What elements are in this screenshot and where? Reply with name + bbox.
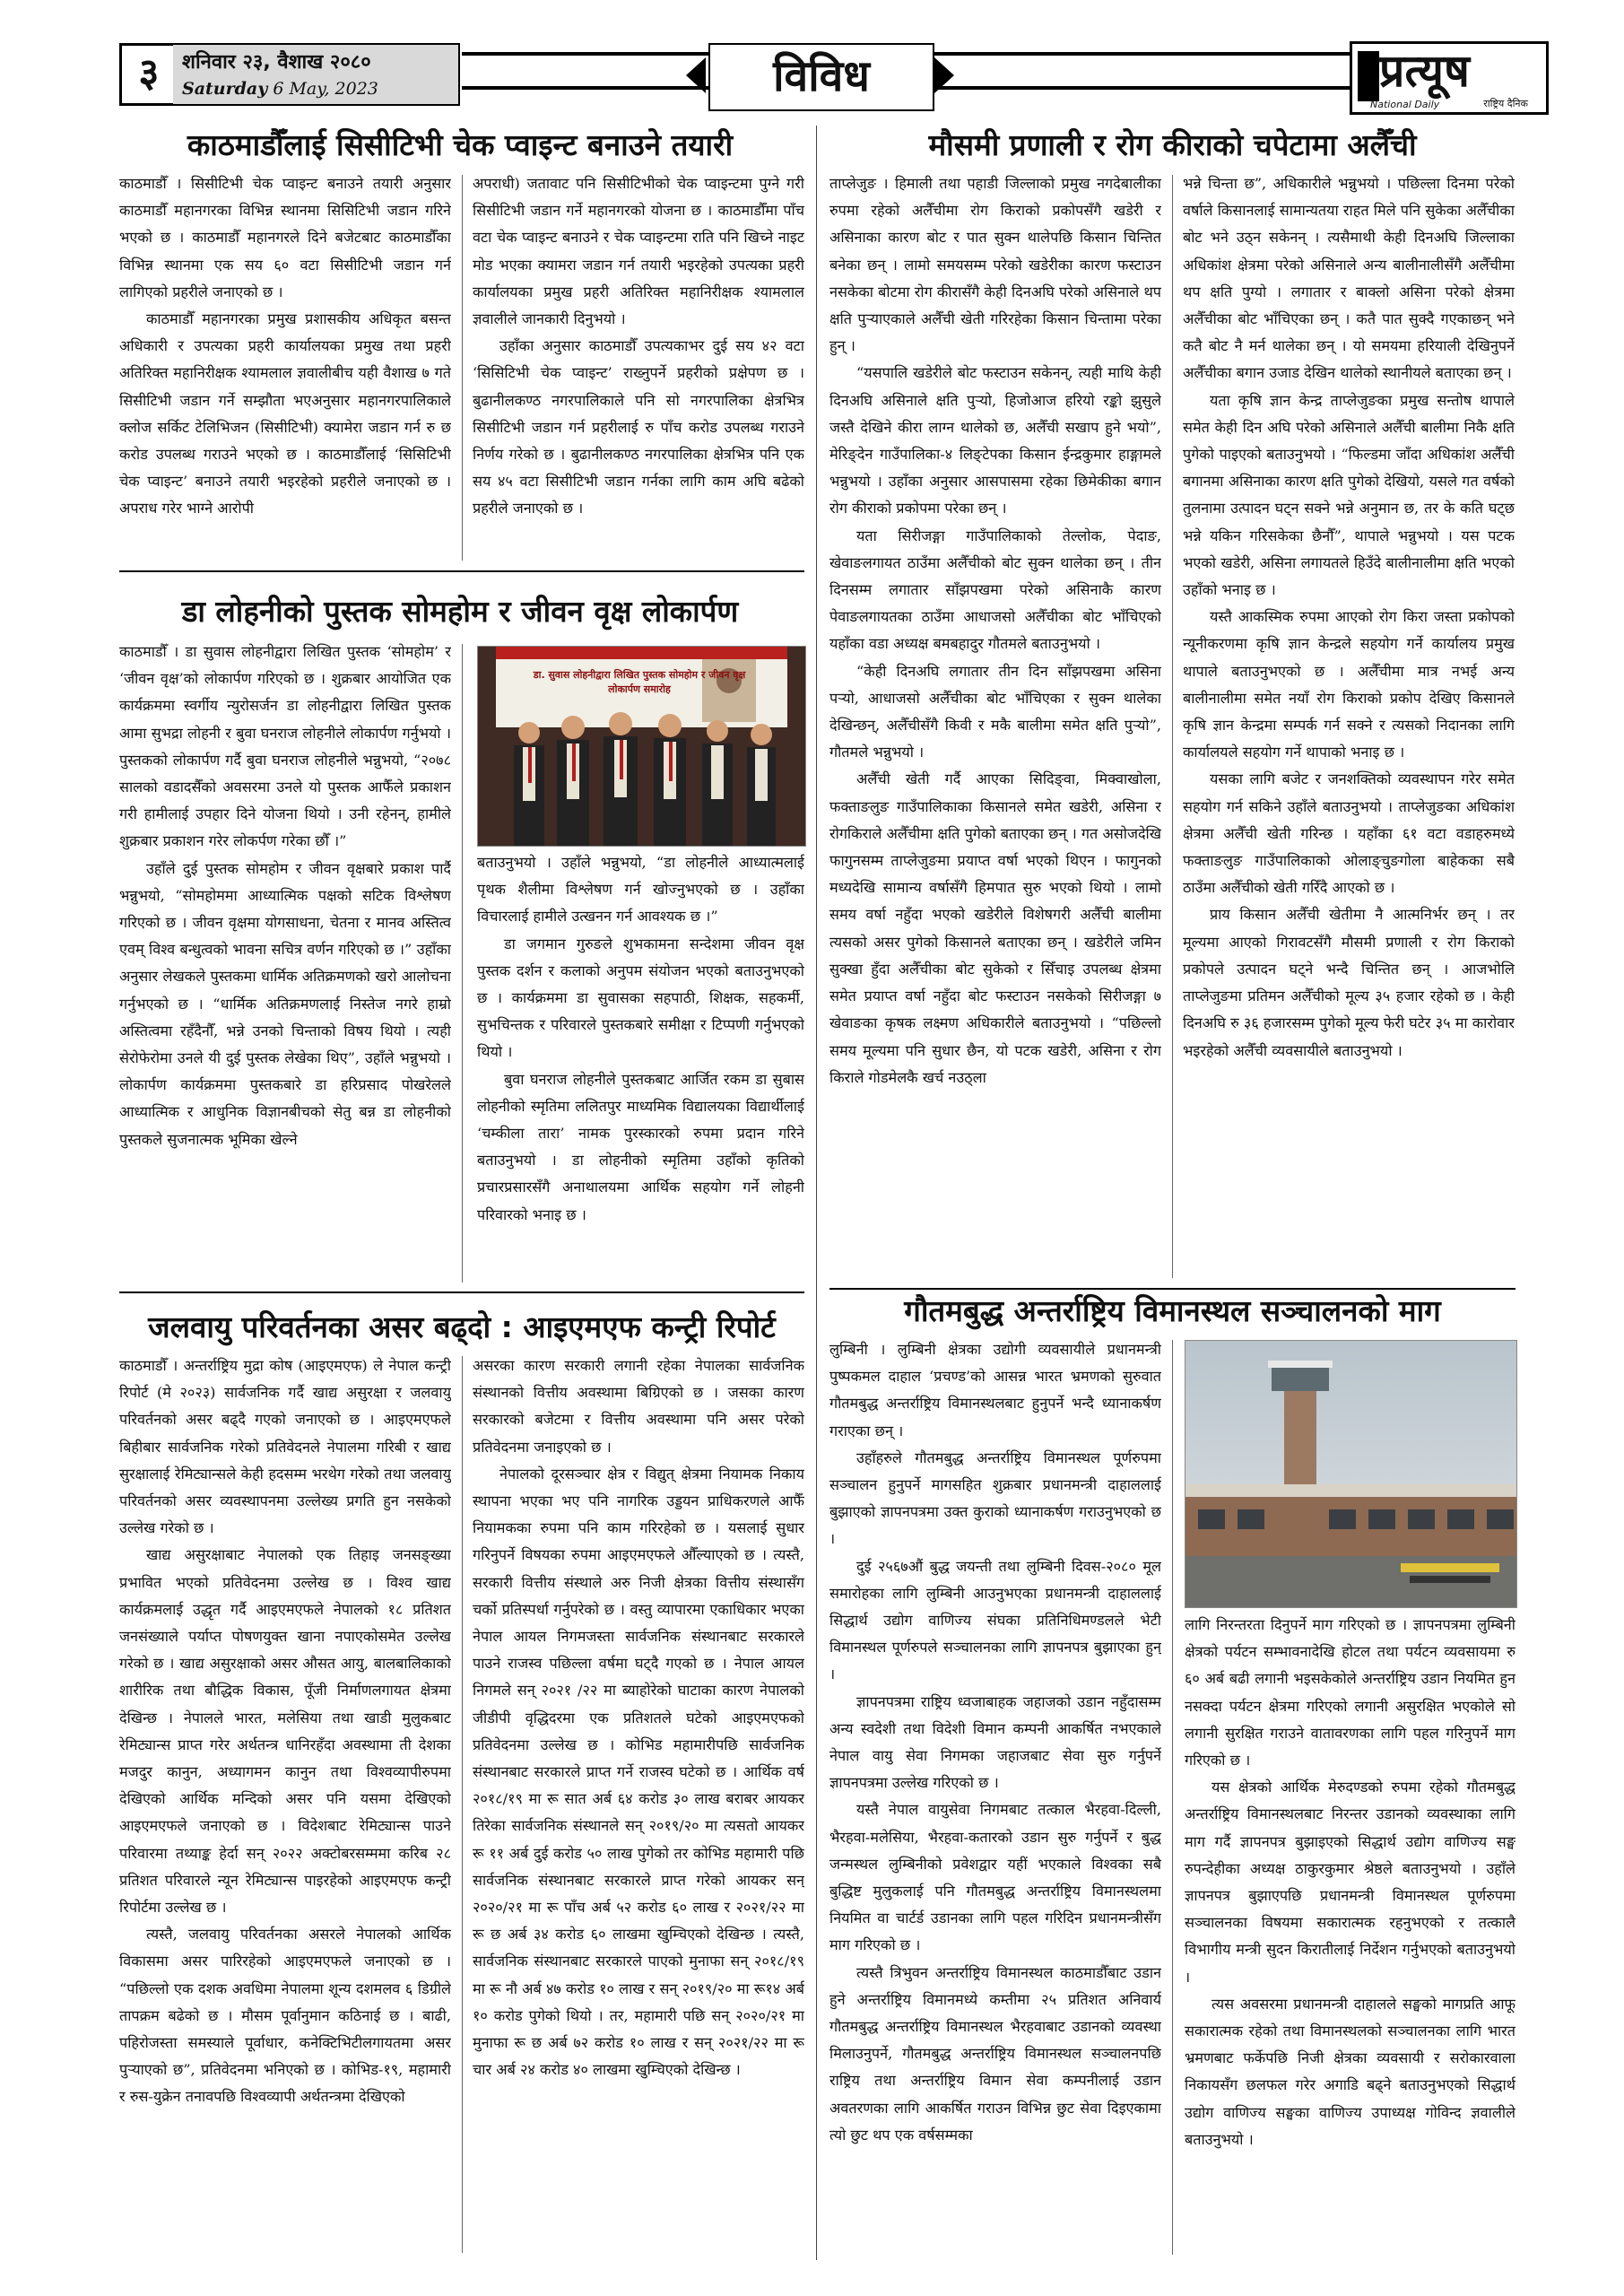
paragraph: ताप्लेजुङ । हिमाली तथा पहाडी जिल्लाको प्रमुख नगदेबालीका रुपमा रहेको अलैँचीमा रोग किराको प्रकोपसँगै खडेरी र असिनाका कारण बोट र पात सुक्न थालेपछि किसान चिन्तित बनेका छन् । लामो समयसम्म परेको खडेरीका कारण फस्टाउन नसकेका बोटमा रोग कीरासँगै केही दिनअघि परेको असिनाले थप क्षति पुऱ्याएकाले अलैँची खेती गरिरहेका किसान चिन्तामा परेका हुन् । <box>829 175 1161 355</box>
paragraph: असरका कारण सरकारी लगानी रहेका नेपालका सार्वजनिक संस्थानको वित्तीय अवस्थामा बिग्रिएको छ । जसका कारण सरकारको बजेटमा र वित्तीय अवस्थामा पनि असर परेको प्रतिवेदनमा जनाइएको छ । <box>473 1357 804 1456</box>
climate-headline: जलवायु परिवर्तनका असर बढ्दो : आइएमएफ कन्ट्री रिपोर्ट <box>148 1309 776 1344</box>
paragraph: नेपालको दूरसञ्चार क्षेत्र र विद्युत् क्षेत्रमा नियामक निकाय स्थापना भएका भए पनि नागरिक उड्डयन प्राधिकरणले आफैँ नियामकका रुपमा पनि काम गरिरहेको छ । यसलाई सुधार गरिनुपर्ने विषयका रुपमा आइएमएफले औँल्याएको छ । त्यस्तै, सरकारी वित्तीय संस्थाले अरु निजी क्षेत्रका वित्तीय संस्थासँग चर्को प्रतिस्पर्धा गर्नुपरेको छ । वस्तु व्यापारमा एकाधिकार भएका नेपाल आयल निगमजस्ता सार्वजनिक संस्थानबाट सरकारले पाउने राजस्व पछिल्ला वर्षमा घट्दै गएको छ । नेपाल आयल निगमले सन् २०२१ /२२ मा ब्याहोरेको घाटाका कारण नेपालको जीडीपी वृद्धिदरमा एक प्रतिशतले घटेको आइएमएफको प्रतिवेदनमा उल्लेख छ । कोभिड महामारीपछि सार्वजनिक संस्थानबाट सरकारले प्राप्त गर्ने राजस्व घटेको छ । आर्थिक वर्ष २०१८/१९ मा रू सात अर्ब ६४ करोड ३० लाख बराबर आयकर तिरेका सार्वजनिक संस्थानले सन् २०१९/२० मा त्यसतो आयकर रू ११ अर्ब दुई करोड ५० लाख पुगेको तर कोभिड महामारी पछि सार्वजनिक संस्थानबाट सरकारले प्राप्त गरेको आयकर सन् २०२०/२१ मा रू पाँच अर्ब ५२ करोड ६० लाख र २०२१/२२ मा रू छ अर्ब ३४ करोड ६० लाखमा खुम्चिएको देखिन्छ । त्यस्तै, सार्वजनिक संस्थानबाट सरकारले पाएको मुनाफा सन् २०१८/१९ मा रू नौ अर्ब ४७ करोड १० लाख र सन् २०१९/२० मा रू१४ अर्ब १० करोड पुगेको थियो । तर, महामारी पछि सन् २०२०/२१ मा मुनाफा रू छ अर्ब ७२ करोड १० लाख र सन् २०२१/२२ मा रू चार अर्ब २४ करोड ४० लाखमा खुम्चिएको देखिन्छ । <box>473 1465 804 2079</box>
paragraph: काठमाडौँ । सिसीटिभी चेक प्वाइन्ट बनाउने तयारी अनुसार काठमाडौँ महानगरका विभिन्न स्थानमा सिसिटिभी जडान गरिने भएको छ । काठमाडौँ महानगरले दिने बजेटबाट काठमाडौँका विभिन्न स्थानमा एक सय ६० वटा सिसीटिभी जडान गर्न लागिएको प्रहरीले जनाएको छ । <box>119 175 451 300</box>
date-english <box>182 77 458 100</box>
paragraph: खाद्य असुरक्षाबाट नेपालको एक तिहाइ जनसङ्ख्या प्रभावित भएको प्रतिवेदनमा उल्लेख छ । विश्व खाद्य कार्यक्रमलाई उद्धृत गर्दै आइएमएफले नेपालको १८ प्रतिशत जनसंख्याले पर्याप्त पोषणयुक्त खाना नपाएकोसमेत उल्लेख गरेको छ । खाद्य असुरक्षाको असर औसत आयु, बालबालिकाको शारीरिक तथा बौद्धिक विकास, पूँजी निर्माणलगायत क्षेत्रमा देखिन्छ । नेपालले भारत, मलेसिया तथा खाडी मुलुकबाट रेमिट्यान्स प्राप्त गरेर अर्थतन्त्र धानिरहँदा अवस्थामा ती देशका मजदुर कानुन, अध्यागमन कानुन तथा विश्वव्यापीरुपमा देखिएको आर्थिक मन्दिको असर पनि यसमा देखिएको आइएमएफले जनाएको छ । विदेशबाट रेमिट्यान्स पाउने परिवारमा तथ्याङ्क हेर्दा सन् २०२२ अक्टोबरसम्ममा करिब २८ प्रतिशत परिवारले न्यून रेमिट्यान्स पाइरहेको आइएमएफ कन्ट्री रिपोर्टमा उल्लेख छ । <box>119 1546 451 1917</box>
paragraph: दुई २५६७औं बुद्ध जयन्ती तथा लुम्बिनी दिवस-२०८० मूल समारोहका लागि लुम्बिनी आउनुभएका प्रधानमन्त्री दाहाललाई सिद्धार्थ उद्योग वाणिज्य संघका प्रतिनिधिमण्डलले भेटी विमानस्थल पूर्णरुपले सञ्चालनका लागि ज्ञापनपत्र बुझाएका हुन् । <box>829 1557 1161 1683</box>
paragraph: बुवा घनराज लोहनीले पुस्तकबाट आर्जित रकम डा सुबास लोहनीको स्मृतिमा ललितपुर माध्यमिक विद्यालयका विद्यार्थीलाई ‘चम्कीला तारा’ नामक पुरस्कारको रुपमा प्रदान गरिने बताउनुभयो । डा लोहनीको स्मृतिमा उहाँको कृतिको प्रचारप्रसारसँगै अनाथालयमा आर्थिक सहयोग गर्ने लोहनी परिवारको भनाइ छ । <box>477 1070 804 1223</box>
logo-mark-icon <box>1358 51 1379 101</box>
paragraph: बताउनुभयो । उहाँले भन्नुभयो, “डा लोहनीले आध्यात्मलाई पृथक शैलीमा विश्लेषण गर्न खोज्नुभएको छ । उहाँका विचारलाई हामीले उत्खनन गर्न आवश्यक छ ।” <box>477 854 804 926</box>
date-box <box>173 43 460 106</box>
column-divider <box>462 175 463 561</box>
lohani-headline: डा लोहनीको पुस्तक सोमहोम र जीवन वृक्ष लोकार्पण <box>181 594 739 629</box>
paragraph: लुम्बिनी । लुम्बिनी क्षेत्रका उद्योगी व्यवसायीले प्रधानमन्त्री पुष्पकमल दाहाल ‘प्रचण्ड’को आसन्न भारत भ्रमणको सुरुवात गौतमबुद्ध अन्तर्राष्ट्रिय विमानस्थलबाट हुनुपर्ने भन्दै ध्यानाकर्षण गराएका छन् । <box>829 1341 1161 1439</box>
paragraph: प्राय किसान अलैँची खेतीमा नै आत्मनिर्भर छन् । तर मूल्यमा आएको गिरावटसँगै मौसमी प्रणाली र रोग किराको प्रकोपले उत्पादन घट्ने भन्दै चिन्तित छन् । आजभोलि ताप्लेजुङमा प्रतिमन अलैँचीको मूल्य ३५ हजार रहेको छ । केही दिनअघि रु ३६ हजारसम्म पुगेको मूल्य फेरी घटेर ३५ मा कारोवार भइरहेको अलैँची व्यवसायीले बताउनुभयो । <box>1183 906 1515 1059</box>
paragraph: यस्तै नेपाल वायुसेवा निगमबाट तत्काल भैरहवा-दिल्ली, भैरहवा-मलेसिया, भैरहवा-कतारको उडान सुरु गर्नुपर्ने र बुद्ध जन्मस्थल लुम्बिनीको प्रवेशद्वार यहीं भएकाले विश्वका सबै बुद्धिष्ट मुलुकलाई पनि गौतमबुद्ध अन्तर्राष्ट्रिय विमानस्थलमा नियमित वा चार्टर्ड उडानका लागि पहल गरिदिन प्रधानमन्त्रीसँग माग गरिएको छ । <box>829 1801 1161 1954</box>
paragraph: त्यस्तै, जलवायु परिवर्तनका असरले नेपालको आर्थिक विकासमा असर पारिरहेको आइएमएफले जनाएको छ । “पछिल्लो एक दशक अवधिमा नेपालमा शून्य दशमलव ६ डिग्रीले तापक्रम बढेको छ । मौसम पूर्वानुमान कठिनाई छ । बाढी, पहिरोजस्ता समस्याले पूर्वाधार, कनेक्टिभिटीलगायतमा असर पुऱ्याएको छ”, प्रतिवेदनमा भनिएको छ । कोभिड-१९, महामारी र रुस-युक्रेन तनावपछि विश्वव्यापी अर्थतन्त्रमा देखिएको <box>119 1926 451 2106</box>
cctv-col-2 <box>473 170 804 565</box>
cctv-headline: काठमाडौँलाई सिसीटिभी चेक प्वाइन्ट बनाउने तयारी <box>187 127 734 162</box>
paragraph: त्यस्तै त्रिभुवन अन्तर्राष्ट्रिय विमानस्थल काठमाडौँबाट उडान हुने अन्तर्राष्ट्रिय विमानमध्ये कम्तीमा २५ प्रतिशत अनिवार्य गौतमबुद्ध अन्तर्राष्ट्रिय विमानस्थल भैरहवाबाट उडानको व्यवस्था मिलाउनुपर्ने, गौतमबुद्ध अन्तर्राष्ट्रिय विमानस्थल सञ्चालनपछि राष्ट्रिय तथा अन्तर्राष्ट्रिय विमान सेवा कम्पनीलाई उडान अवतरणका लागि आकर्षित गराउन विभिन्न छुट सेवा दिइएकामा त्यो छुट थप एक वर्षसम्मका <box>829 1963 1161 2144</box>
paragraph: काठमाडौँ । डा सुवास लोहनीद्वारा लिखित पुस्तक ‘सोमहोम’ र ‘जीवन वृक्ष’को लोकार्पण गरिएको छ । शुक्रबार आयोजित एक कार्यक्रममा स्वर्गीय न्युरोसर्जन डा लोहनीद्वारा लिखित पुस्तक आमा सुभद्रा लोहनी र बुवा घनराज लोहनीले लोकार्पण गर्नुभयो । पुस्तकको लोकार्पण गर्दै बुवा घनराज लोहनीले भन्नुभयो, “२०७८ सालको वडादसैँको अवसरमा उनले यो पुस्तक आफैँले प्रकाशन गरी हामीलाई उपहार दिने योजना थियो । उनी रहेनन्, हामीले शुक्रबार प्रकाशन गरेर लोकर्पण गरेका छौँ ।” <box>119 643 451 850</box>
cardamom-col-2 <box>1183 170 1515 1283</box>
article-separator <box>829 1288 1515 1290</box>
climate-col-2 <box>473 1352 804 2258</box>
paragraph: डा जगमान गुरुङले शुभकामना सन्देशमा जीवन वृक्ष पुस्तक दर्शन र कलाको अनुपम संयोजन भएको बताउनुभएको छ । कार्यक्रममा डा सुवासका सहपाठी, शिक्षक, सहकर्मी, सुभचिन्तक र परिवारले पुस्तकबारे समीक्षा र टिप्पणी गर्नुभएको थियो । <box>477 935 804 1061</box>
column-divider <box>1172 1340 1173 2255</box>
page-number: ३ <box>119 43 178 106</box>
airport-col-1 <box>829 1336 1161 2260</box>
paragraph: उहाँले दुई पुस्तक सोमहोम र जीवन वृक्षबारे प्रकाश पार्दै भन्नुभयो, “सोमहोममा आध्यात्मिक पक्षको सटिक विश्लेषण गरिएको छ । जीवन वृक्षमा योगसाधना, चेतना र मानव अस्तित्व एवम् विश्व बन्धुत्वको भावना सचित्र वर्णन गरिएको छ ।” उहाँका अनुसार लेखकले पुस्तकमा धार्मिक अतिक्रमणको खरो आलोचना गर्नुभएको छ । “धार्मिक अतिक्रमणलाई निस्तेज नगरे हाम्रो अस्तित्वमा रहँदैनौँ, भन्ने उनको चिन्ताको विषय थियो । त्यही सेरोफेरोमा उनले यी दुई पुस्तक लेखेका थिए”, उहाँले भन्नुभयो । लोकार्पण कार्यक्रममा पुस्तकबारे डा हरिप्रसाद पोखरेलले आध्यात्मिक र आधुनिक विज्ञानबीचको सेतु बन्न डा लोहनीको पुस्तकले सुजनात्मक भूमिका खेल्ने <box>119 859 451 1148</box>
cctv-col-1 <box>119 170 451 565</box>
section-arrow-right-icon <box>934 57 954 93</box>
paragraph: अलैँची खेती गर्दै आएका सिदिङ्वा, मिक्वाखोला, फक्ताङलुङ गाउँपालिकाका किसानले समेत खडेरी, असिना र रोगकिराले अलैँचीमा क्षति पुगेको बताएका छन् । गत असोजदेखि फागुनसम्म ताप्लेजुङमा प्रयाप्त वर्षा भएको थिएन । फागुनको मध्यदेखि सामान्य वर्षासँगै हिमपात सुरु भएको थियो । लामो समय वर्षा नहुँदा भएको खडेरीले विशेषगरी अलैँची बालीमा त्यसको असर पुगेको किसानले बताएका छन् । खडेरीले जमिन सुक्खा हुँदा अलैँचीका बोट सुकेको र सिँचाइ उपलब्ध क्षेत्रमा समेत प्रयाप्त वर्षा नहुँदा बोट फस्टाउन नसकेको सिरीजङ्गा ७ खेवाङका कृषक लक्ष्मण अधिकारीले बताउनुभयो । “पछिल्लो समय मूल्यमा पनि सुधार छैन, यो पटक खडेरी, असिना र रोग किराले गोडमेलकै खर्च नउठ्ला <box>829 770 1161 1086</box>
article-separator <box>119 570 804 572</box>
newspaper-logo <box>1350 41 1549 115</box>
logo-subtitle-np: राष्ट्रिय दैनिक <box>1483 98 1528 109</box>
paragraph: यस क्षेत्रको आर्थिक मेरुदण्डको रुपमा रहेको गौतमबुद्ध अन्तर्राष्ट्रिय विमानस्थलबाट निरन्तर उडानको व्यवस्थाका लागि माग गर्दै ज्ञापनपत्र बुझाइएको सिद्धार्थ उद्योग वाणिज्य सङ्घ रुपन्देहीका अध्यक्ष ठाकुरकुमार श्रेष्ठले बताउनुभयो । उहाँले ज्ञापनपत्र बुझाएपछि प्रधानमन्त्री विमानस्थल पूर्णरुपमा सञ्चालनका विषयमा सकारात्मक रहनुभएको र तत्कालै विभागीय मन्त्री सुदन किरातीलाई निर्देशन गर्नुभएको बताउनुभयो । <box>1185 1779 1515 1986</box>
airport-headline: गौतमबुद्ध अन्तर्राष्ट्रिय विमानस्थल सञ्चालनको माग <box>904 1293 1441 1328</box>
paragraph: यस्तै आकस्मिक रुपमा आएको रोग किरा जस्ता प्रकोपको न्यूनीकरणमा कृषि ज्ञान केन्द्रले सहयोग गर्ने कार्यालय प्रमुख थापाले बताउनुभएको छ । अलैँचीमा मात्र नभई अन्य बालीनालीमा समेत नयाँ रोग किराको प्रकोप देखिए किसानले कृषि ज्ञान केन्द्रमा सम्पर्क गर्न सक्ने र त्यसको निदानका लागि कार्यालयले सहयोग गर्ने थापाको भनाइ छ । <box>1183 608 1515 761</box>
paragraph: “केही दिनअघि लगातार तीन दिन साँझपखमा असिना पऱ्यो, आधाजसो अलैँचीका बोट भाँचिएका र सुक्न थालेका देखिन्छन्, अलैँचीसँगै किवी र मकै बालीमा समेत क्षति पुऱ्यो”, गौतमले भन्नुभयो । <box>829 662 1161 761</box>
date-nepali: शनिवार २३, वैशाख २०८० <box>182 51 371 74</box>
column-divider <box>1172 175 1173 1278</box>
paragraph: त्यस अवसरमा प्रधानमन्त्री दाहालले सङ्घको मागप्रति आफू सकारात्मक रहेको तथा विमानस्थलको सञ्चालनका लागि भारत भ्रमणबाट फर्केपछि निजी क्षेत्रका व्यवसायी र सरोकारवाला निकायसँग छलफल गरेर अगाडि बढ्ने बताउनुभएको सिद्धार्थ उद्योग वाणिज्य सङ्घका वाणिज्य उपाध्यक्ष गोविन्द ज्ञवालीले बताउनुभयो । <box>1185 1995 1515 2148</box>
paragraph: लागि निरन्तरता दिनुपर्ने माग गरिएको छ । ज्ञापनपत्रमा लुम्बिनी क्षेत्रको पर्यटन सम्भावनादेखि होटल तथा पर्यटन व्यवसायमा रु ६० अर्ब बढी लगानी भइसकेकोले अन्तर्राष्ट्रिय उडान नियमित हुन नसक्दा पर्यटन क्षेत्रमा गरिएको लगानी असुरक्षित भएकोले सो लगानी सुरक्षित गराउने वातावरणका लागि पहल गरिनुपर्ने माग गरिएको छ । <box>1185 1616 1515 1770</box>
airport-photo <box>1185 1340 1517 1608</box>
paragraph: भन्ने चिन्ता छ”, अधिकारीले भन्नुभयो । पछिल्ला दिनमा परेको वर्षाले किसानलाई सामान्यतया राहत मिले पनि सुकेका अलैँचीका बोट भने उठ्न सकेनन् । त्यसैमाथी केही दिनअघि जिल्लाका अधिकांश क्षेत्रमा परेको असिनाले अन्य बालीनालीसँगै अलैँचीमा थप क्षति पुग्यो । लगातार र बाक्लो असिना परेको क्षेत्रमा अलैँचीका बोट भाँचिएका छन् । कतै पात सुक्दै गएकाछन् भने कतै बोट नै मर्न थालेका छन् । यो समयमा हरियाली देखिनुपर्ने अलैँचीका बगान उजाड देखिन थालेको स्थानीयले बताएका छन् । <box>1183 175 1515 382</box>
date-english-date: 6 May, 2023 <box>273 79 378 99</box>
paragraph: उहाँहरुले गौतमबुद्ध अन्तर्राष्ट्रिय विमानस्थल पूर्णरुपमा सञ्चालन हुनुपर्ने मागसहित शुक्रबार प्रधानमन्त्री दाहाललाई बुझाएको ज्ञापनपत्रमा उक्त कुराको ध्यानाकर्षण गराउनुभएको छ । <box>829 1448 1161 1548</box>
paragraph: यता कृषि ज्ञान केन्द्र ताप्लेजुङका प्रमुख सन्तोष थापाले समेत केही दिन अघि परेको असिनाले अलैँची बालीमा निकै क्षति पुगेको पाइएको बताउनुभयो । “फिल्डमा जाँदा अधिकांश अलैँची बगानमा असिनाका कारण क्षति पुगेको देखियो, यसले गत वर्षको तुलनामा उत्पादन घट्न सक्ने भन्ने अनुमान छ, तर के कति घट्छ भन्ने यकिन गरिसकेका छैनौँ”, थापाले भन्नुभयो । यस पटक भएको खडेरी, असिना लगायतले हिउँदे बालीनालीमा क्षति भएको उहाँको भनाइ छ । <box>1183 391 1515 599</box>
paragraph: काठमाडौँ महानगरका प्रमुख प्रशासकीय अधिकृत बसन्त अधिकारी र उपत्यका प्रहरी कार्यालयका प्रमुख तथा प्रहरी अतिरिक्त महानिरीक्षक श्यामलाल ज्ञवालीबीच यही वैशाख ७ गते सिसीटिभी जडान गर्ने सम्झौता भएअनुसार महानगरपालिकाले क्लोज सर्किट टेलिभिजन (सिसीटिभी) क्यामेरा जडान गर्न रु छ करोड उपलब्ध गराउने भएको छ । काठमाडौँलाई ‘सिसिटिभी चेक प्वाइन्ट’ बनाउने तयारी भइरहेको प्रहरीले जनाएको छ । अपराध गरेर भाग्ने आरोपी <box>119 310 451 517</box>
paragraph: “यसपालि खडेरीले बोट फस्टाउन सकेनन्, त्यही माथि केही दिनअघि असिनाले क्षति पुऱ्यो, हिजोआज हरियो रङ्को झुसुले जस्तै देखिने कीरा लाग्न थालेको छ, अलैँची सखाप हुने भयो”, मेरिङ्देन गाउँपालिका-४ लिङ्टेपका किसान ईन्द्रकुमार हाङ्गामले भन्नुभयो । उहाँका अनुसार आसपासमा रहेका छिमेकीका बगान रोग कीराको प्रकोपमा परेका छन् । <box>829 364 1161 517</box>
photo-banner-text: डा. सुवास लोहनीद्वारा लिखित पुस्तक सोमहोम र जीवन वृक्ष लोकार्पण समारोह <box>533 669 746 695</box>
paragraph: अपराधी) जतावाट पनि सिसीटिभीको चेक प्वाइन्टमा पुग्ने गरी सिसीटिभी जडान गर्ने महानगरको योजना छ । काठमाडौँमा पाँच वटा चेक प्वाइन्ट बनाउने र चेक प्वाइन्टमा राति पनि खिच्ने नाइट मोड भएका क्यामरा जडान गर्न तयारी भइरहेको उपत्यका प्रहरी कार्यालयका प्रमुख प्रहरी अतिरिक्त महानिरीक्षक श्यामलाल ज्ञवालीले जानकारी दिनुभयो । <box>473 175 804 328</box>
airport-photo-illustration <box>1185 1341 1516 1607</box>
paragraph: उहाँका अनुसार काठमाडौँ उपत्यकाभर दुई सय ४२ वटा ‘सिसिटिभी चेक प्वाइन्ट’ राख्नुपर्ने प्रहरीको प्रक्षेपण छ । बुढानीलकण्ठ नगरपालिकाले पनि सो नगरपालिका क्षेत्रभित्र सिसीटिभी जडान गर्न प्रहरीलाई रु पाँच करोड उपलब्ध गराउने निर्णय गरेको छ । बुढानीलकण्ठ नगरपालिका क्षेत्रभित्र पनि एक सय ४५ वटा सिसीटिभी जडान गर्नका लागि काम अघि बढेको प्रहरीले जनाएको छ । <box>473 337 804 517</box>
paragraph: यता सिरीजङ्गा गाउँपालिकाको तेल्लोक, पेदाङ, खेवाङलगायत ठाउँमा अलैँचीको बोट सुक्न थालेका छन् । तीन दिनसम्म लगातार साँझपखमा परेको असिनाकै कारण पेवाङलगायतका ठाउँमा आधाजसो अलैँचीका बोट भाँचिएको यहाँका वडा अध्यक्ष बमबहादुर गौतमले बताउनुभयो । <box>829 526 1161 653</box>
cardamom-col-1 <box>829 170 1161 1283</box>
lohani-col-2 <box>477 849 804 1286</box>
airport-col-2 <box>1185 1612 1515 2260</box>
column-divider <box>462 644 463 1283</box>
cardamom-headline: मौसमी प्रणाली र रोग कीराको चपेटामा अलैँची <box>928 127 1417 162</box>
paragraph: ज्ञापनपत्रमा राष्ट्रिय ध्वजाबाहक जहाजको उडान नहुँदासम्म अन्य स्वदेशी तथा विदेशी विमान कम्पनी आकर्षित नभएकाले नेपाल वायु सेवा निगमका जहाजबाट सेवा सुरु गर्नुपर्ने ज्ञापनपत्रमा उल्लेख गरिएको छ । <box>829 1692 1161 1792</box>
paragraph: काठमाडौँ । अन्तर्राष्ट्रिय मुद्रा कोष (आइएमएफ) ले नेपाल कन्ट्री रिपोर्ट (मे २०२३) सार्वजनिक गर्दै खाद्य असुरक्षा र जलवायु परिवर्तनको असर बढ्दै गएको जनाएको छ । आइएमएफले बिहीबार सार्वजनिक गरेको प्रतिवेदनले नेपालमा गरिबी र खाद्य सुरक्षालाई रेमिट्यान्सले केही हदसम्म भरथेग गरेको तथा जलवायु परिवर्तनको असर व्यवस्थापनमा उल्लेख्य प्रगति हुन नसकेको उल्लेख गरेको छ । <box>119 1357 451 1537</box>
logo-subtitle-en: National Daily <box>1370 99 1440 110</box>
page-center-divider <box>816 126 817 2260</box>
lohani-col-1 <box>119 639 451 1286</box>
article-separator <box>119 1292 804 1293</box>
date-english-day: Saturday <box>182 79 268 99</box>
logo-text: प्रत्यूष <box>1379 45 1470 97</box>
book-launch-photo <box>477 646 806 847</box>
climate-col-1 <box>119 1352 451 2258</box>
section-title: विविध <box>708 43 934 111</box>
column-divider <box>462 1356 463 2253</box>
section-arrow-left-icon <box>686 57 706 93</box>
paragraph: यसका लागि बजेट र जनशक्तिको व्यवस्थापन गरेर समेत सहयोग गर्न सकिने उहाँले बताउनुभयो । ताप्लेजुङका अधिकांश क्षेत्रमा अलैँची खेती गरिन्छ । यहाँका ६१ वटा वडाहरुमध्ये फक्ताङलुङ गाउँपालिकाको ओलाङ्चुङगोला बाहेकका सबै ठाउँमा अलैँचीको खेती गरिँदै आएको छ । <box>1183 770 1515 897</box>
